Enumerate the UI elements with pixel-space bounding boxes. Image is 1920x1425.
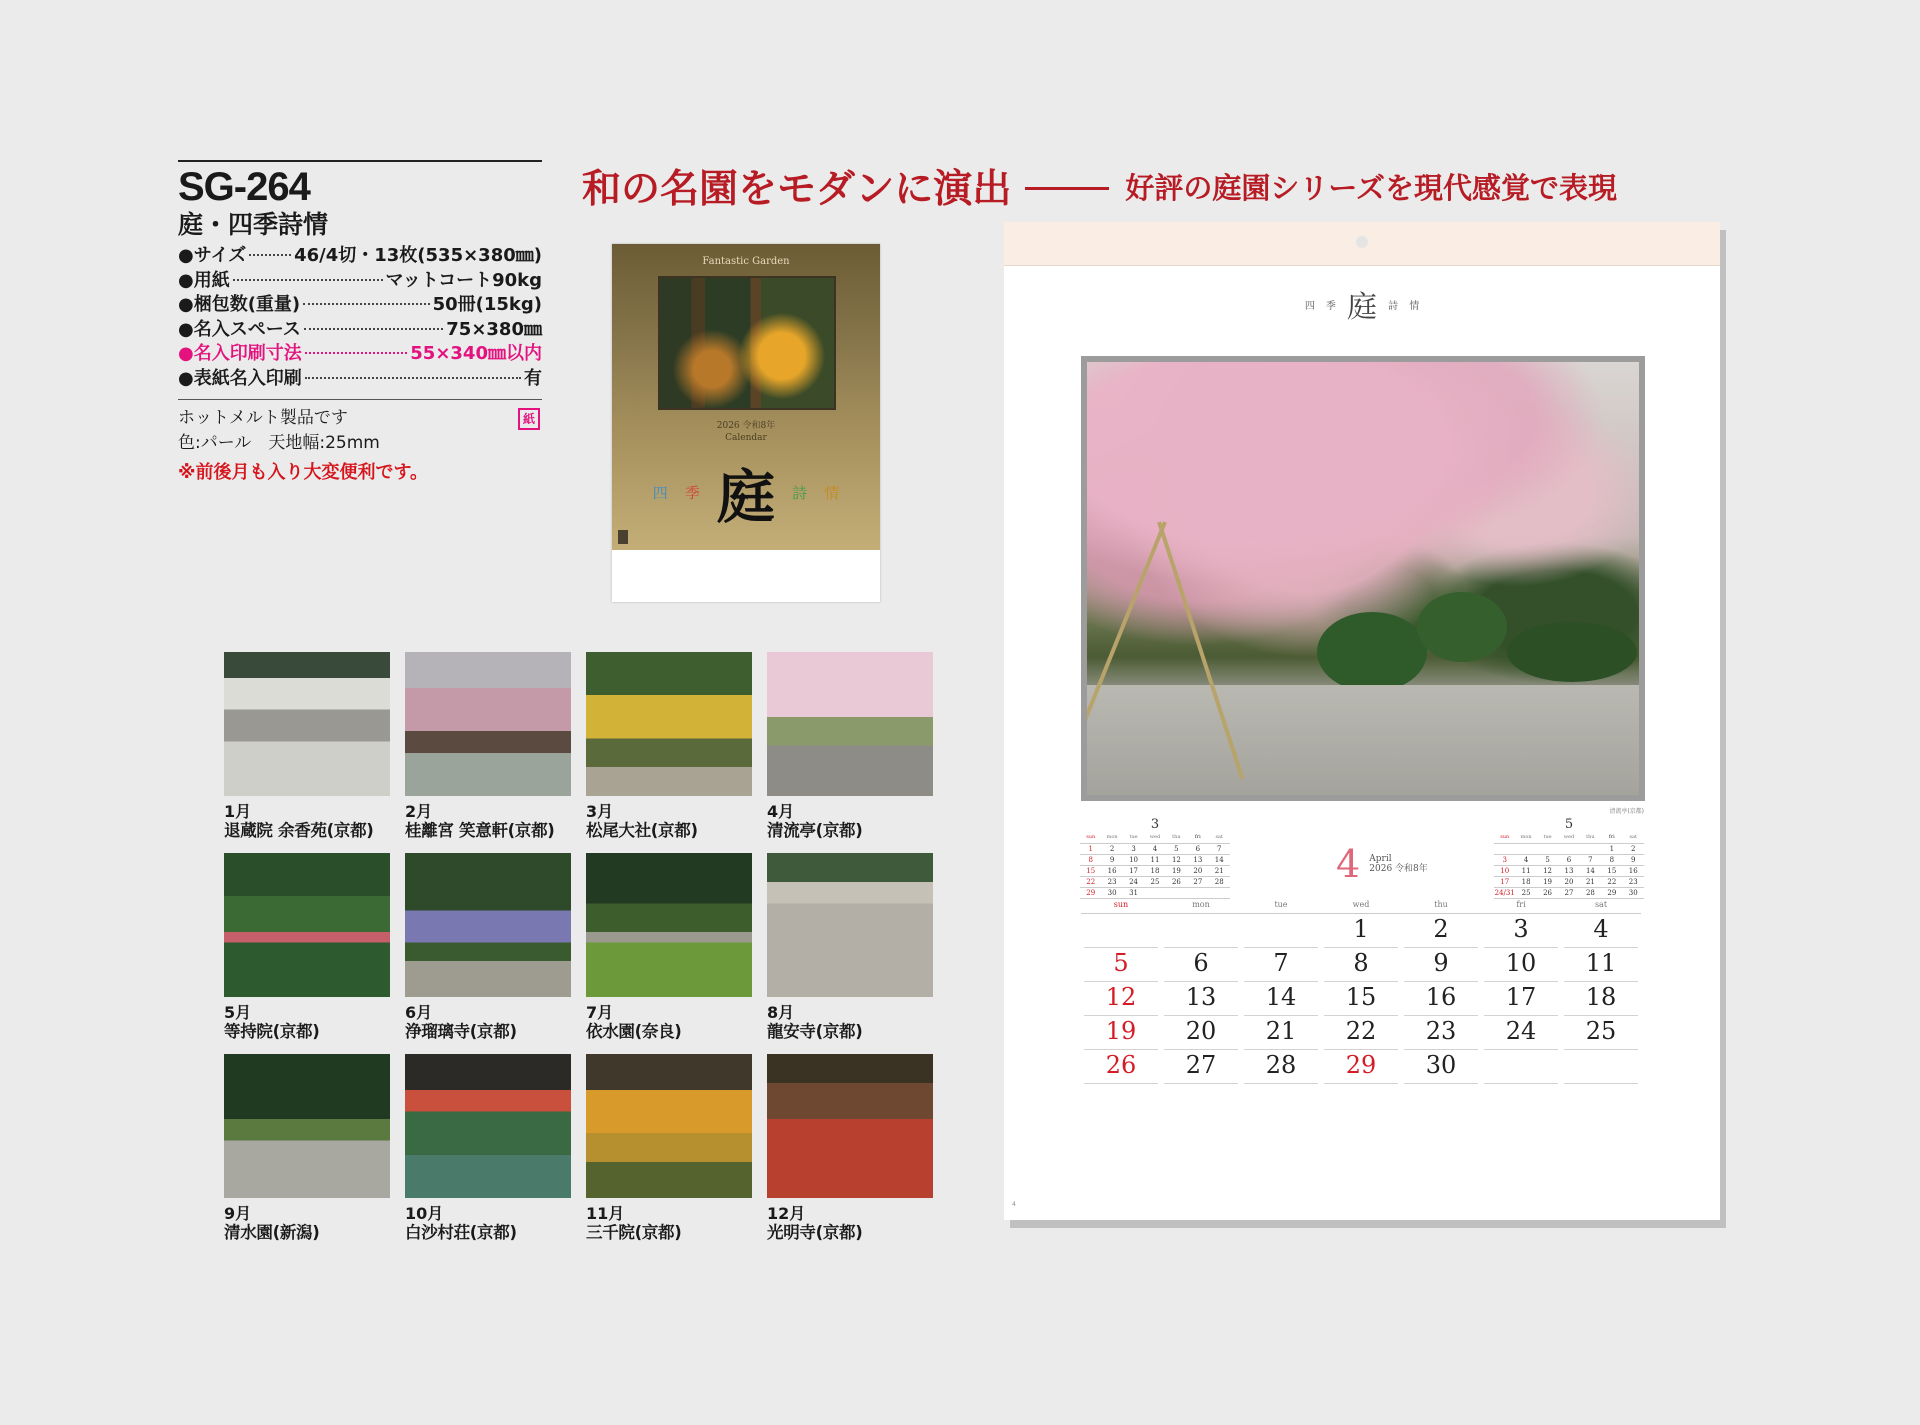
day-cell: 8 xyxy=(1324,948,1398,982)
mini-weekday: thu xyxy=(1166,832,1187,843)
cover-kanji-main: 庭 xyxy=(716,463,775,531)
mini-day: 21 xyxy=(1209,865,1230,876)
month-card xyxy=(586,1054,752,1243)
week-row xyxy=(1081,1050,1641,1084)
cover-kanji-4: 情 xyxy=(824,483,840,502)
month-year-line: 2026 令和8年 xyxy=(1369,864,1428,874)
divider xyxy=(178,399,542,400)
garden-name: 浄瑠璃寺(京都) xyxy=(405,1022,517,1041)
mini-week-row xyxy=(1080,887,1230,898)
top-rule xyxy=(178,160,542,162)
mini-weekday: fri xyxy=(1601,832,1622,843)
spec-label: ●用紙 xyxy=(178,269,230,291)
mini-day: 1 xyxy=(1601,843,1622,854)
day-cell: 9 xyxy=(1404,948,1478,982)
month-card xyxy=(224,652,390,841)
mini-week-row xyxy=(1080,843,1230,854)
mini-day: 10 xyxy=(1123,854,1144,865)
cover-title: Fantastic Garden xyxy=(702,256,790,267)
day-cell xyxy=(1084,914,1158,948)
mini-day: 9 xyxy=(1101,854,1122,865)
spec-label: ●名入スペース xyxy=(178,318,301,340)
mini-day: 27 xyxy=(1187,876,1208,887)
month-card xyxy=(224,1054,390,1243)
weekday-label: wed xyxy=(1352,900,1370,909)
mini-weekday: fri xyxy=(1187,832,1208,843)
weekday-label: thu xyxy=(1434,900,1448,909)
mini-day: 14 xyxy=(1209,854,1230,865)
day-cell: 29 xyxy=(1324,1050,1398,1084)
mini-day: 14 xyxy=(1580,865,1601,876)
mini-weekday-row xyxy=(1080,832,1230,843)
month-label: 8月 xyxy=(767,1003,795,1022)
mini-day xyxy=(1494,843,1515,854)
month-photo xyxy=(405,1054,571,1198)
leader-dots xyxy=(304,328,443,330)
shrub xyxy=(1317,612,1427,692)
day-cell: 5 xyxy=(1084,948,1158,982)
cover-kanji-1: 四 xyxy=(652,483,668,502)
month-label: 3月 xyxy=(586,802,614,821)
mini-weekday-row xyxy=(1494,832,1644,843)
mini-week-row xyxy=(1494,854,1644,865)
headline-main: 和の名園をモダンに演出 xyxy=(582,166,1012,212)
mini-day: 23 xyxy=(1623,876,1644,887)
mini-week-row xyxy=(1494,887,1644,898)
day-cell: 13 xyxy=(1164,982,1238,1016)
mini-day xyxy=(1515,843,1536,854)
mini-weekday: sat xyxy=(1209,832,1230,843)
day-cell xyxy=(1564,1050,1638,1084)
mini-day: 3 xyxy=(1494,854,1515,865)
month-card xyxy=(767,853,933,1042)
mini-day xyxy=(1166,887,1187,898)
mini-day: 13 xyxy=(1187,854,1208,865)
week-row xyxy=(1081,948,1641,982)
leader-dots xyxy=(305,352,408,354)
day-cell: 2 xyxy=(1404,914,1478,948)
product-code: SG-264 xyxy=(178,165,310,209)
day-cell: 7 xyxy=(1244,948,1318,982)
mini-weekday: sat xyxy=(1623,832,1644,843)
cover-thumbnail xyxy=(612,244,880,602)
weekday-label: sun xyxy=(1113,900,1129,909)
prev-month-number: 3 xyxy=(1150,817,1160,832)
spec-row xyxy=(178,318,542,343)
garden-name: 清流亭(京都) xyxy=(767,821,863,840)
day-cell: 26 xyxy=(1084,1050,1158,1084)
day-cell: 21 xyxy=(1244,1016,1318,1050)
spec-row xyxy=(178,293,542,318)
month-photo xyxy=(586,652,752,796)
qr-code xyxy=(618,530,628,544)
mini-day: 19 xyxy=(1166,865,1187,876)
garden-name: 龍安寺(京都) xyxy=(767,1022,863,1041)
mini-day: 16 xyxy=(1101,865,1122,876)
leader-dots xyxy=(249,254,291,256)
spec-list xyxy=(178,244,542,391)
month-label: 1月 xyxy=(224,802,252,821)
cover-year xyxy=(612,420,880,444)
mini-day: 18 xyxy=(1515,876,1536,887)
day-cell: 15 xyxy=(1324,982,1398,1016)
mini-day: 21 xyxy=(1580,876,1601,887)
mini-day: 11 xyxy=(1515,865,1536,876)
month-card xyxy=(405,1054,571,1243)
mini-day: 24/31 xyxy=(1494,888,1515,897)
day-cell: 24 xyxy=(1484,1016,1558,1050)
month-label: 4月 xyxy=(767,802,795,821)
product-spec xyxy=(178,160,542,486)
month-label: 5月 xyxy=(224,1003,252,1022)
garden-name: 清水園(新潟) xyxy=(224,1223,320,1242)
day-cell: 3 xyxy=(1484,914,1558,948)
mini-weekday: wed xyxy=(1144,832,1165,843)
month-label: 2月 xyxy=(405,802,433,821)
hanging-hole xyxy=(1356,236,1368,248)
gravel-ground xyxy=(1087,685,1639,795)
day-cell: 20 xyxy=(1164,1016,1238,1050)
month-card xyxy=(405,652,571,841)
shrub xyxy=(1507,622,1637,682)
brand-kanji-1: 四 xyxy=(1304,300,1315,312)
brand-kanji-3: 詩 xyxy=(1388,300,1399,312)
day-cell: 6 xyxy=(1164,948,1238,982)
month-card xyxy=(767,1054,933,1243)
page-number: 4 xyxy=(1012,1201,1016,1208)
day-cell: 10 xyxy=(1484,948,1558,982)
mini-day: 10 xyxy=(1494,865,1515,876)
note-color: 色:パール 天地幅:25mm xyxy=(178,433,380,453)
day-cell xyxy=(1164,914,1238,948)
month-card xyxy=(224,853,390,1042)
calendar-page xyxy=(1004,222,1720,1220)
mini-day: 4 xyxy=(1144,843,1165,854)
month-photo xyxy=(405,853,571,997)
mini-weekday: mon xyxy=(1101,832,1122,843)
mini-day: 24 xyxy=(1123,876,1144,887)
mini-day: 6 xyxy=(1187,843,1208,854)
month-day-grid xyxy=(1081,900,1641,1084)
mini-day xyxy=(1558,843,1579,854)
spec-row xyxy=(178,244,542,269)
mini-day: 8 xyxy=(1601,854,1622,865)
mini-weekday: sun xyxy=(1494,832,1515,843)
red-note: ※前後月も入り大変便利です。 xyxy=(178,462,429,483)
photo-caption: 清流亭(京都) xyxy=(1609,808,1644,815)
day-cell: 1 xyxy=(1324,914,1398,948)
brand-kanji-4: 情 xyxy=(1409,300,1420,312)
month-card xyxy=(405,853,571,1042)
mini-day: 9 xyxy=(1623,854,1644,865)
spec-value: マットコート90kg xyxy=(385,269,542,291)
cherry-tree xyxy=(1087,362,1639,643)
mini-weekday: tue xyxy=(1123,832,1144,843)
mini-day: 28 xyxy=(1209,876,1230,887)
mini-day: 22 xyxy=(1601,876,1622,887)
calendar-photo xyxy=(1081,356,1645,801)
month-number: 4 xyxy=(1336,842,1361,886)
day-cell: 4 xyxy=(1564,914,1638,948)
prev-month-table xyxy=(1080,832,1230,899)
mini-day: 29 xyxy=(1080,887,1101,898)
month-heading xyxy=(1336,842,1428,886)
mini-day: 3 xyxy=(1123,843,1144,854)
mini-day: 20 xyxy=(1187,865,1208,876)
week-row xyxy=(1081,1016,1641,1050)
mini-day: 23 xyxy=(1101,876,1122,887)
mini-day: 7 xyxy=(1580,854,1601,865)
garden-name: 依水園(奈良) xyxy=(586,1022,682,1041)
month-photo xyxy=(767,1054,933,1198)
next-month-table xyxy=(1494,832,1644,899)
mini-week-row xyxy=(1080,876,1230,887)
month-card xyxy=(586,652,752,841)
month-english xyxy=(1369,854,1428,874)
mini-day: 2 xyxy=(1623,843,1644,854)
day-cell: 14 xyxy=(1244,982,1318,1016)
day-cell: 27 xyxy=(1164,1050,1238,1084)
month-photo xyxy=(586,853,752,997)
day-cell xyxy=(1244,914,1318,948)
cover-kanji-2: 季 xyxy=(684,483,700,502)
day-cell: 19 xyxy=(1084,1016,1158,1050)
month-card xyxy=(586,853,752,1042)
spec-row xyxy=(178,269,542,294)
month-english-name: April xyxy=(1369,854,1392,864)
next-month-mini xyxy=(1494,818,1644,899)
weekday-label: mon xyxy=(1192,900,1210,909)
weekday-label: sat xyxy=(1594,900,1608,909)
cover-kanji xyxy=(612,450,880,534)
mini-day: 26 xyxy=(1537,887,1558,898)
shrub xyxy=(1417,592,1507,662)
product-name: 庭・四季詩情 xyxy=(178,210,329,239)
mini-day: 11 xyxy=(1144,854,1165,865)
headline xyxy=(582,158,1742,214)
month-photo xyxy=(224,652,390,796)
garden-name: 退蔵院 余香苑(京都) xyxy=(224,821,374,840)
calendar-brand xyxy=(1004,282,1720,326)
mini-day: 26 xyxy=(1166,876,1187,887)
prev-month-mini xyxy=(1080,818,1230,899)
garden-name: 桂離宮 笑意軒(京都) xyxy=(405,821,555,840)
month-label: 10月 xyxy=(405,1204,444,1223)
spec-value: 46/4切・13枚(535×380㎜) xyxy=(294,245,542,266)
day-cell: 28 xyxy=(1244,1050,1318,1084)
cover-year-text: 2026 令和8年 xyxy=(716,421,776,431)
mini-weekday: wed xyxy=(1558,832,1579,843)
month-photo xyxy=(767,853,933,997)
day-cell xyxy=(1484,1050,1558,1084)
mini-day: 5 xyxy=(1166,843,1187,854)
mini-day: 31 xyxy=(1123,887,1144,898)
cover-label: Calendar xyxy=(725,433,767,443)
garden-name: 光明寺(京都) xyxy=(767,1223,863,1242)
headline-dash xyxy=(1025,187,1109,190)
month-photo xyxy=(224,853,390,997)
day-cell: 22 xyxy=(1324,1016,1398,1050)
mini-day: 19 xyxy=(1537,876,1558,887)
mini-day: 12 xyxy=(1166,854,1187,865)
day-cell: 17 xyxy=(1484,982,1558,1016)
month-label: 9月 xyxy=(224,1204,252,1223)
paper-badge: 紙 xyxy=(518,408,540,430)
mini-day xyxy=(1187,887,1208,898)
spec-value: 75×380㎜ xyxy=(446,318,542,340)
mini-day: 15 xyxy=(1601,865,1622,876)
note-hotmelt-text: ホットメルト製品です xyxy=(178,408,348,428)
spec-value: 55×340㎜以内 xyxy=(410,343,542,364)
note-hotmelt xyxy=(178,406,542,431)
headline-sub: 好評の庭園シリーズを現代感覚で表現 xyxy=(1125,170,1617,205)
day-cell: 18 xyxy=(1564,982,1638,1016)
week-row xyxy=(1081,914,1641,948)
spec-value: 50冊(15kg) xyxy=(432,294,542,315)
spec-value: 有 xyxy=(524,367,542,389)
garden-name: 三千院(京都) xyxy=(586,1223,682,1242)
month-label: 12月 xyxy=(767,1204,806,1223)
garden-name: 等持院(京都) xyxy=(224,1022,320,1041)
day-cell: 23 xyxy=(1404,1016,1478,1050)
mini-day: 4 xyxy=(1515,854,1536,865)
spec-label: ●サイズ xyxy=(178,245,247,266)
month-label: 7月 xyxy=(586,1003,614,1022)
mini-day: 22 xyxy=(1080,876,1101,887)
spec-label: ●名入印刷寸法 xyxy=(178,343,302,364)
mini-weekday: tue xyxy=(1537,832,1558,843)
mini-day: 12 xyxy=(1537,865,1558,876)
mini-day xyxy=(1537,843,1558,854)
mini-day: 18 xyxy=(1144,865,1165,876)
next-month-number: 5 xyxy=(1564,817,1574,832)
brand-kanji-main: 庭 xyxy=(1347,290,1377,325)
mini-day xyxy=(1144,887,1165,898)
mini-week-row xyxy=(1494,876,1644,887)
mini-day: 17 xyxy=(1494,876,1515,887)
week-row xyxy=(1081,982,1641,1016)
mini-weekday: sun xyxy=(1080,832,1101,843)
brand-kanji-2: 季 xyxy=(1325,300,1336,312)
month-photo xyxy=(586,1054,752,1198)
month-label: 6月 xyxy=(405,1003,433,1022)
mini-day: 2 xyxy=(1101,843,1122,854)
cover-kanji-3: 詩 xyxy=(792,483,808,502)
mini-day: 15 xyxy=(1080,865,1101,876)
spec-row xyxy=(178,367,542,392)
mini-day: 8 xyxy=(1080,854,1101,865)
mini-day: 25 xyxy=(1515,887,1536,898)
mini-day: 1 xyxy=(1080,843,1101,854)
spec-label: ●梱包数(重量) xyxy=(178,294,301,315)
month-photo xyxy=(767,652,933,796)
mini-day: 6 xyxy=(1558,854,1579,865)
mini-day: 30 xyxy=(1623,887,1644,898)
mini-week-row xyxy=(1080,865,1230,876)
leader-dots xyxy=(233,279,383,281)
mini-day: 27 xyxy=(1558,887,1579,898)
month-card xyxy=(767,652,933,841)
spec-label: ●表紙名入印刷 xyxy=(178,367,302,389)
garden-name: 白沙村荘(京都) xyxy=(405,1223,517,1242)
month-photo xyxy=(224,1054,390,1198)
mini-week-row xyxy=(1080,854,1230,865)
mini-weekday: mon xyxy=(1515,832,1536,843)
mini-week-row xyxy=(1494,865,1644,876)
mini-day xyxy=(1580,843,1601,854)
mini-week-row xyxy=(1494,843,1644,854)
mini-day: 28 xyxy=(1580,887,1601,898)
month-label: 11月 xyxy=(586,1204,625,1223)
weekday-header xyxy=(1081,900,1641,914)
mini-day xyxy=(1209,887,1230,898)
mini-day: 5 xyxy=(1537,854,1558,865)
leader-dots xyxy=(303,303,429,305)
mini-day: 20 xyxy=(1558,876,1579,887)
garden-name: 松尾大社(京都) xyxy=(586,821,698,840)
month-photo xyxy=(405,652,571,796)
mini-day: 29 xyxy=(1601,887,1622,898)
calendar-header-strip xyxy=(1004,222,1720,266)
mini-day: 7 xyxy=(1209,843,1230,854)
mini-day: 25 xyxy=(1144,876,1165,887)
weekday-label: tue xyxy=(1274,900,1288,909)
mini-weekday: thu xyxy=(1580,832,1601,843)
weekday-label: fri xyxy=(1516,900,1526,909)
leader-dots xyxy=(305,377,521,379)
mini-day: 17 xyxy=(1123,865,1144,876)
day-cell: 11 xyxy=(1564,948,1638,982)
mini-day: 13 xyxy=(1558,865,1579,876)
day-cell: 16 xyxy=(1404,982,1478,1016)
day-cell: 12 xyxy=(1084,982,1158,1016)
mini-day: 16 xyxy=(1623,865,1644,876)
cover-photo xyxy=(658,276,836,410)
day-cell: 25 xyxy=(1564,1016,1638,1050)
spec-row xyxy=(178,342,542,367)
mini-day: 30 xyxy=(1101,887,1122,898)
day-cell: 30 xyxy=(1404,1050,1478,1084)
